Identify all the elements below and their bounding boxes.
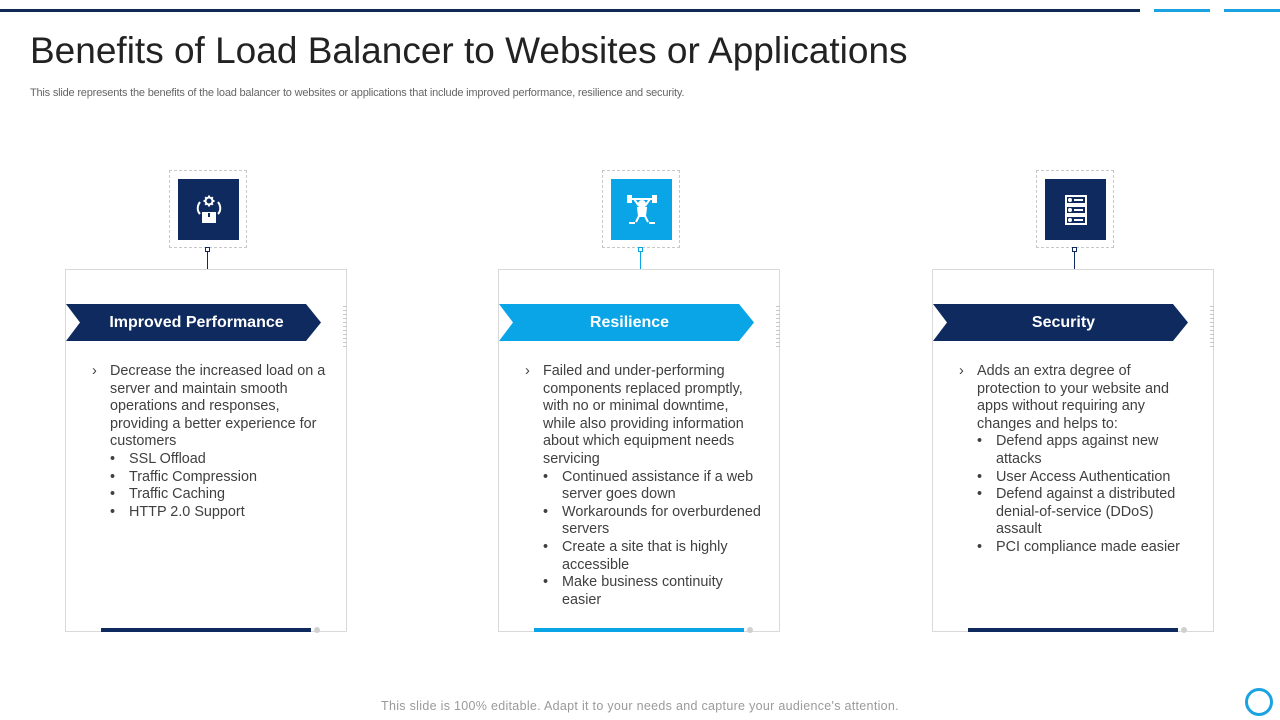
card-bottom-bar [101,628,311,632]
card-bottom-dot [1181,627,1187,633]
benefit-column-performance [55,170,355,640]
list-item: • Make business continuity easier [543,574,763,609]
connector-line [640,252,641,269]
card-bottom-bar [534,628,744,632]
top-accent-segment [1154,9,1210,12]
side-ticks [343,306,347,350]
benefit-column-security [922,170,1222,640]
top-accent-line [0,9,1140,12]
server-rack-icon[interactable] [1045,179,1106,240]
card-content [523,363,763,609]
card-bullet-list [90,451,330,521]
weightlifter-icon[interactable] [611,179,672,240]
list-item: • Defend apps against new attacks [977,433,1197,468]
list-item: • Workarounds for overburdened servers [543,504,763,539]
corner-circle-icon [1245,688,1273,716]
icon-frame [602,170,680,248]
list-item: • PCI compliance made easier [977,539,1197,557]
icon-frame [1036,170,1114,248]
list-item: • SSL Offload [110,451,330,469]
slide-footer-note: This slide is 100% editable. Adapt it to your needs and capture your audience's attention. [381,699,899,713]
benefit-column-resilience [488,170,788,640]
side-ticks [776,306,780,350]
list-item: • Continued assistance if a web server goes down [543,469,763,504]
connector-line [207,252,208,269]
side-ticks [1210,306,1214,350]
performance-gear-box-icon[interactable] [178,179,239,240]
card-lead-text: › Decrease the increased load on a server and maintain smooth operations and responses, providing a better experience for customers [90,363,330,451]
slide-title[interactable]: Benefits of Load Balancer to Websites or Applications [30,30,908,71]
card-bottom-dot [314,627,320,633]
list-item: • Defend against a distributed denial-of-service (DDoS) assault [977,486,1197,539]
card-content [957,363,1197,557]
card-heading: Security [1031,314,1096,331]
card-lead-text: › Failed and under-performing components replaced promptly, with no or minimal downtime, while also providing information about which equipment needs servicing [523,363,763,469]
benefit-card [498,269,780,632]
card-content [90,363,330,521]
card-heading: Resilience [589,314,670,331]
list-item: • Traffic Compression [110,469,330,487]
card-lead-text: › Adds an extra degree of protection to your website and apps without requiring any changes and helps to: [957,363,1197,433]
ribbon-header [499,304,754,341]
slide-subtitle[interactable]: This slide represents the benefits of the load balancer to websites or applications that include improved performance, resilience and security. [30,87,685,99]
icon-frame [169,170,247,248]
card-bottom-bar [968,628,1178,632]
benefit-card [65,269,347,632]
list-item: • Traffic Caching [110,486,330,504]
list-item: • Create a site that is highly accessible [543,539,763,574]
card-bottom-dot [747,627,753,633]
list-item: • HTTP 2.0 Support [110,504,330,522]
list-item: • User Access Authentication [977,469,1197,487]
ribbon-header [66,304,321,341]
card-bullet-list [957,433,1197,556]
connector-line [1074,252,1075,269]
benefit-card [932,269,1214,632]
ribbon-header [933,304,1188,341]
top-accent-segment [1224,9,1280,12]
card-bullet-list [523,469,763,610]
card-heading: Improved Performance [109,314,284,331]
